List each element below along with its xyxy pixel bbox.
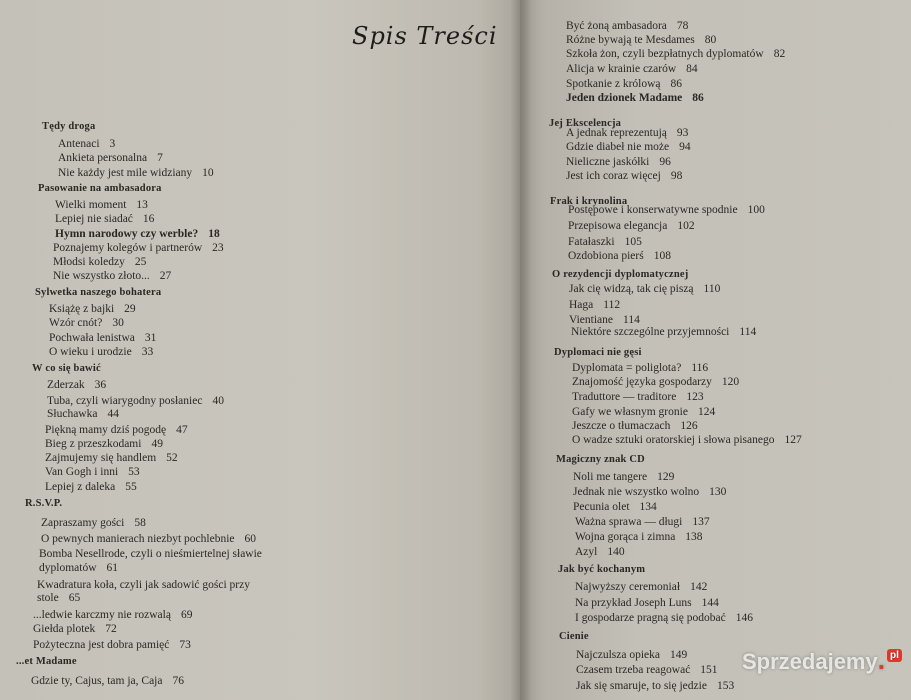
toc-section-heading (554, 346, 642, 360)
toc-page-number: 73 (179, 639, 191, 651)
toc-entry (571, 325, 756, 339)
watermark-logo (742, 645, 902, 676)
toc-section-heading (558, 563, 645, 577)
toc-entry-title: Czasem trzeba reagować (576, 664, 691, 676)
toc-page-number: 40 (212, 395, 224, 407)
toc-entry-title: Najczulsza opieka (576, 649, 660, 661)
toc-entry (568, 219, 695, 233)
toc-entry-title: Znajomość języka gospodarzy (572, 376, 712, 388)
toc-page-number: 114 (739, 326, 757, 338)
toc-page-number: 27 (159, 270, 172, 282)
toc-page-number: 93 (676, 127, 689, 139)
toc-page-number: 137 (692, 516, 710, 528)
toc-entry (55, 212, 154, 226)
toc-page-number: 94 (679, 141, 691, 153)
toc-entry (49, 331, 156, 345)
toc-entry-title: I gospodarze pragną się podobać (575, 612, 726, 624)
toc-entry-title: Sylwetka naszego bohatera (35, 287, 162, 298)
toc-entry (573, 485, 726, 499)
toc-entry-title: stole (37, 592, 59, 604)
toc-section-heading (35, 286, 161, 300)
toc-entry (45, 437, 163, 451)
toc-page-number: 127 (784, 434, 802, 446)
toc-entry (58, 137, 115, 151)
toc-entry-title: Cienie (559, 631, 589, 642)
toc-page-number: 61 (106, 562, 118, 574)
toc-entry (45, 465, 140, 479)
toc-entry (572, 361, 708, 375)
toc-page-number: 140 (607, 546, 625, 558)
toc-entry (47, 407, 119, 421)
toc-entry-title: Pochwała lenistwa (49, 332, 135, 344)
toc-entry-title: Młodsi koledzy (53, 256, 125, 268)
toc-entry-title: Vientiane (569, 314, 614, 326)
toc-entry-title: Gafy we własnym gronie (572, 406, 688, 418)
toc-entry (566, 33, 716, 47)
toc-entry (55, 198, 148, 212)
toc-page-number: 96 (659, 156, 671, 168)
toc-entry-title: Poznajemy kolegów i partnerów (53, 242, 203, 254)
toc-entry (566, 140, 691, 154)
toc-entry (573, 470, 674, 484)
toc-entry-title: Szkoła żon, czyli bezpłatnych dyplomatów (566, 48, 764, 60)
toc-entry-title: W co się bawić (32, 363, 101, 374)
toc-entry (572, 419, 698, 433)
toc-entry-title: Ważna sprawa — długi (575, 516, 683, 528)
toc-page-number: 18 (208, 228, 220, 240)
toc-page-number: 98 (670, 170, 683, 182)
toc-entry-title: Na przykład Joseph Luns (575, 597, 692, 609)
toc-entry-title: O rezydencji dyplomatycznej (552, 269, 689, 280)
toc-entry-title: Wzór cnót? (49, 317, 103, 329)
toc-entry-title: O wadze sztuki oratorskiej i słowa pisanego (572, 434, 775, 446)
toc-entry (568, 235, 642, 249)
toc-entry (566, 91, 704, 105)
toc-page-number: 78 (676, 20, 689, 32)
toc-entry (33, 622, 117, 636)
toc-entry (33, 608, 192, 622)
toc-entry (53, 269, 171, 283)
toc-entry-title: Słuchawka (47, 408, 98, 420)
toc-page-number: 108 (653, 250, 671, 262)
toc-entry-title: Jednak nie wszystko wolno (573, 486, 700, 498)
toc-page-number: 129 (657, 471, 675, 483)
toc-page-number: 58 (134, 517, 146, 529)
toc-entry-title: Van Gogh i inni (45, 466, 119, 478)
toc-page-number: 31 (144, 332, 157, 344)
toc-entry (39, 547, 262, 561)
toc-entry-title: Alicja w krainie czarów (566, 63, 677, 75)
toc-entry-title: Jej Ekscelencja (549, 118, 622, 129)
toc-entry (576, 648, 687, 662)
toc-entry (58, 166, 214, 180)
toc-page-number: 84 (686, 63, 698, 75)
toc-entry (566, 62, 698, 76)
toc-entry (45, 480, 137, 494)
toc-page-number: 86 (670, 78, 683, 90)
toc-entry-title: Jeden dzionek Madame (566, 92, 683, 104)
toc-entry-title: Noli me tangere (573, 471, 648, 483)
toc-page-number: 49 (151, 438, 163, 450)
toc-entry (576, 663, 718, 677)
toc-page-number: 153 (716, 680, 735, 692)
toc-entry-title: R.S.V.P. (25, 498, 63, 509)
toc-entry-title: Jak się smaruje, to się jedzie (576, 680, 707, 692)
toc-page-number: 47 (176, 424, 188, 436)
toc-entry-title: Ankieta personalna (58, 152, 148, 164)
toc-page-number: 3 (109, 138, 116, 150)
toc-page-number: 82 (773, 48, 786, 60)
toc-entry-title: Gdzie diabeł nie może (566, 141, 670, 153)
toc-page-number: 25 (134, 256, 147, 268)
toc-page-number: 53 (128, 466, 140, 478)
toc-entry (568, 203, 765, 217)
toc-page-number: 112 (603, 299, 621, 311)
toc-entry (31, 674, 184, 688)
toc-entry-title: Pasowanie na ambasadora (38, 183, 162, 194)
toc-entry (568, 249, 671, 263)
toc-page-number: 65 (68, 592, 81, 604)
toc-page-number: 30 (112, 317, 124, 329)
toc-page-number: 55 (125, 481, 137, 493)
toc-entry (566, 169, 682, 183)
toc-entry-title: Nieliczne jaskółki (566, 156, 650, 168)
toc-page-number: 120 (721, 376, 740, 388)
toc-entry-title: Książę z bajki (49, 303, 115, 315)
toc-entry-title: Hymn narodowy czy werble? (55, 228, 199, 240)
toc-entry (39, 561, 118, 575)
toc-entry-title: Bomba Nesellrode, czyli o nieśmiertelnej sławie (39, 548, 262, 560)
toc-entry-title: Najwyższy ceremoniał (575, 581, 681, 593)
toc-entry-title: Jest ich coraz więcej (566, 170, 661, 182)
toc-title: Spis Treści (352, 22, 498, 50)
toc-page-number: 105 (624, 236, 642, 248)
toc-section-heading (38, 182, 162, 196)
toc-entry-title: Nie wszystko złoto... (53, 270, 150, 282)
toc-entry (33, 638, 191, 652)
toc-section-heading (25, 497, 62, 511)
toc-page-number: 124 (697, 406, 716, 418)
toc-page-number: 13 (136, 199, 148, 211)
toc-page-number: 23 (212, 242, 224, 254)
toc-entry-title: Zderzak (47, 379, 85, 391)
toc-entry-title: O pewnych manierach niezbyt pochlebnie (41, 533, 235, 545)
toc-page-number: 151 (700, 664, 718, 676)
toc-entry-title: Antenaci (58, 138, 100, 150)
watermark-tld: pl (887, 649, 902, 662)
toc-page-number: 44 (107, 408, 119, 420)
toc-entry-title: O wieku i urodzie (49, 346, 132, 358)
toc-entry-title: Kwadratura koła, czyli jak sadowić gości przy (37, 579, 250, 591)
toc-entry (45, 451, 178, 465)
toc-page-number: 76 (172, 675, 184, 687)
watermark-name: Sprzedajemy (742, 649, 878, 674)
toc-entry (575, 611, 753, 625)
toc-section-heading (559, 630, 589, 644)
toc-entry (573, 500, 657, 514)
toc-entry (41, 516, 146, 530)
watermark-dot: . (877, 645, 885, 675)
toc-entry-title: ...et Madame (16, 656, 77, 667)
toc-entry (572, 390, 704, 404)
toc-entry (53, 241, 224, 255)
toc-entry-title: Przepisowa elegancja (568, 220, 668, 232)
toc-entry (566, 126, 688, 140)
toc-page-number: 138 (685, 531, 703, 543)
toc-entry-title: Pecunia olet (573, 501, 630, 513)
toc-section-heading (16, 655, 77, 669)
toc-entry-title: Fatałaszki (568, 236, 615, 248)
toc-entry-title: Jak cię widzą, tak cię piszą (569, 283, 694, 295)
toc-entry (566, 19, 688, 33)
toc-entry-title: Dyplomaci nie gęsi (554, 347, 642, 358)
toc-entry-title: Frak i krynolina (550, 196, 628, 207)
toc-page-number: 142 (690, 581, 708, 593)
toc-section-heading (552, 268, 688, 282)
toc-entry-title: Zajmujemy się handlem (45, 452, 157, 464)
toc-page-number: 126 (680, 420, 698, 432)
toc-page-number: 72 (105, 623, 117, 635)
toc-page-number: 130 (709, 486, 727, 498)
toc-entry (575, 545, 625, 559)
toc-page-number: 116 (691, 362, 709, 374)
toc-page-number: 86 (692, 92, 704, 104)
toc-entry (575, 515, 710, 529)
toc-page-number: 110 (703, 283, 721, 295)
toc-entry-title: Lepiej z daleka (45, 481, 116, 493)
toc-entry-title: Jeszcze o tłumaczach (572, 420, 671, 432)
toc-entry-title: Różne bywają te Mesdames (566, 34, 695, 46)
toc-page-number: 52 (166, 452, 178, 464)
toc-page-number: 114 (623, 314, 640, 326)
toc-entry (49, 345, 153, 359)
toc-entry (37, 578, 250, 592)
toc-page-number: 102 (677, 220, 695, 232)
toc-page-number: 100 (747, 204, 765, 216)
toc-entry (572, 433, 802, 447)
toc-entry (49, 316, 124, 330)
toc-entry-title: Nie każdy jest mile widziany (58, 167, 193, 179)
toc-entry-title: Jak być kochanym (558, 564, 646, 575)
toc-entry (47, 394, 224, 408)
toc-page-number: 123 (686, 391, 704, 403)
toc-entry (566, 77, 682, 91)
toc-entry (569, 298, 620, 312)
toc-page-number: 69 (180, 609, 193, 621)
toc-entry (47, 378, 106, 392)
toc-entry-title: dyplomatów (39, 562, 97, 574)
toc-entry-title: Tuba, czyli wiarygodny posłaniec (47, 395, 203, 407)
toc-entry-title: Dyplomata = poliglota? (572, 362, 682, 374)
toc-entry-title: ...ledwie karczmy nie rozwalą (33, 609, 171, 621)
toc-entry-title: Gdzie ty, Cajus, tam ja, Caja (31, 675, 163, 687)
toc-entry (566, 47, 785, 61)
toc-entry (37, 591, 80, 605)
toc-page-number: 29 (124, 303, 136, 315)
toc-entry (53, 255, 146, 269)
toc-entry (566, 155, 671, 169)
toc-entry-title: Ozdobiona pierś (568, 250, 644, 262)
toc-entry (576, 679, 734, 693)
toc-entry (575, 580, 707, 594)
toc-entry-title: Magiczny znak CD (556, 454, 645, 465)
toc-entry (575, 530, 703, 544)
toc-entry (569, 282, 720, 296)
toc-entry-title: Postępowe i konserwatywne spodnie (568, 204, 738, 216)
toc-entry-title: Haga (569, 299, 594, 311)
toc-page-number: 80 (704, 34, 717, 46)
toc-entry (572, 375, 739, 389)
toc-entry-title: Lepiej nie siadać (55, 213, 133, 225)
toc-entry-title: Traduttore — traditore (572, 391, 677, 403)
toc-entry-title: Azyl (575, 546, 598, 558)
toc-entry-title: Wielki moment (55, 199, 127, 211)
toc-entry-title: Zapraszamy gości (41, 517, 125, 529)
toc-entry (41, 532, 256, 546)
toc-page-number: 134 (639, 501, 657, 513)
toc-page-number: 149 (669, 649, 688, 661)
toc-page-number: 146 (735, 612, 753, 624)
toc-entry (49, 302, 136, 316)
toc-entry-title: Giełda plotek (33, 623, 96, 635)
toc-entry (58, 151, 163, 165)
toc-entry-title: Pożyteczna jest dobra pamięć (33, 639, 170, 651)
toc-page-number: 7 (157, 152, 163, 164)
toc-section-heading (42, 120, 95, 134)
toc-entry-title: A jednak reprezentują (566, 127, 667, 139)
toc-section-heading (556, 453, 645, 467)
toc-page-number: 144 (701, 597, 719, 609)
toc-entry-title: Tędy droga (42, 121, 96, 132)
toc-entry-title: Bieg z przeszkodami (45, 438, 142, 450)
toc-section-heading (32, 362, 101, 376)
toc-entry-title: Spotkanie z królową (566, 78, 661, 90)
toc-page-number: 16 (142, 213, 155, 225)
toc-entry (55, 227, 220, 241)
toc-entry-title: Wojna gorąca i zimna (575, 531, 676, 543)
toc-entry-title: Niektóre szczególne przyjemności (571, 326, 730, 338)
toc-entry (572, 405, 715, 419)
toc-entry (575, 596, 719, 610)
toc-page-number: 60 (244, 533, 257, 545)
toc-page-number: 36 (94, 379, 107, 391)
book-gutter (510, 0, 532, 700)
toc-entry-title: Piękną mamy dziś pogodę (45, 424, 167, 436)
toc-page-number: 33 (141, 346, 154, 358)
toc-page-number: 10 (202, 167, 214, 179)
toc-entry (45, 423, 188, 437)
toc-entry-title: Być żoną ambasadora (566, 20, 667, 32)
